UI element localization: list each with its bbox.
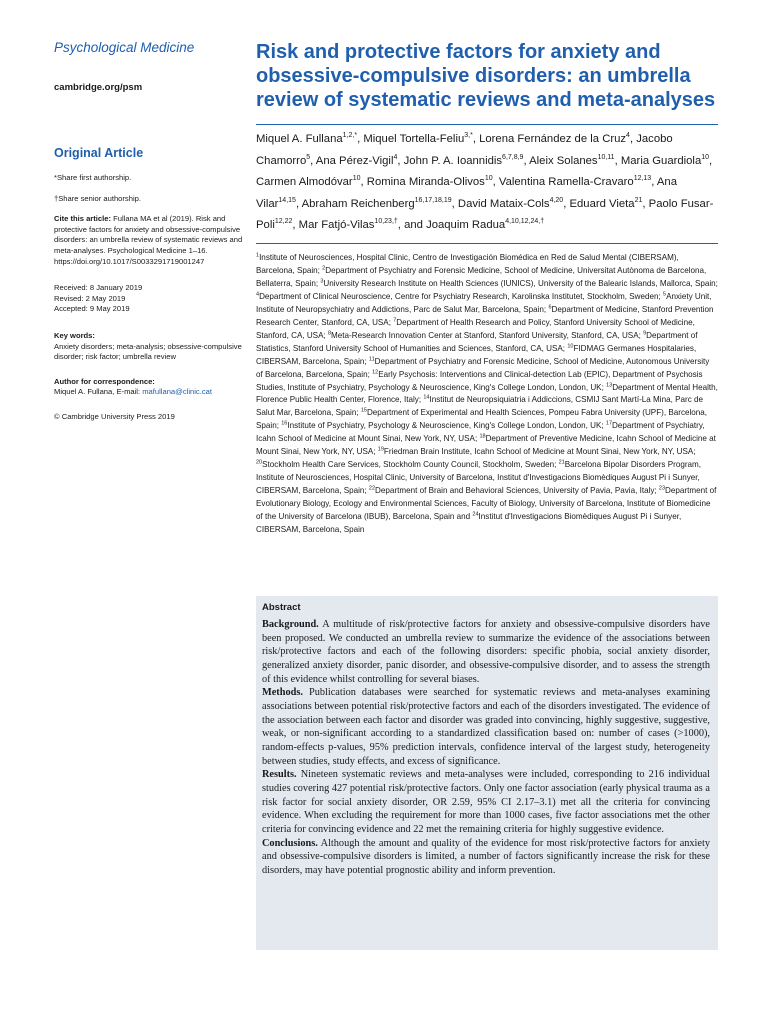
affiliation-number: 14 — [423, 394, 430, 401]
conclusions-label: Conclusions. — [262, 837, 318, 849]
affiliation-number: 17 — [605, 420, 613, 427]
cite-text: Fullana MA et al (2019). Risk and protective factors for anxiety and obsessive-compulsive disorders: an umbrella review of systematic reviews and meta-analyses. Psychological Medicine 1–16. https://doi.org/10.1017/S0033291719001247 — [54, 214, 243, 266]
affiliation-text: Department of Evolutionary Biology, Ecology and Environmental Sciences, Faculty of Biology, University of Barcelona, Institute of Biomedicine of the University of Barcelona (IBUB), Barcelona, Spain and — [256, 486, 717, 522]
author-affiliation-marks: 10 — [352, 175, 361, 183]
copyright: © Cambridge University Press 2019 — [54, 411, 175, 421]
affiliation-number: 10 — [567, 342, 574, 349]
author — [367, 176, 493, 188]
author — [621, 155, 709, 167]
abstract-background — [262, 618, 710, 686]
author-affiliation-marks: 16,17,18,19 — [414, 197, 452, 205]
author-affiliation-marks: 12,13 — [633, 175, 652, 183]
article-main — [256, 40, 718, 537]
affiliation-text: Department of Psychiatry and Forensic Medicine, School of Medicine, Autonomous University of Barcelona, Barcelona, Spain; — [256, 356, 710, 379]
affiliation-number: 8 — [327, 330, 332, 336]
affiliation-number: 2 — [322, 265, 326, 272]
affiliation-list — [256, 252, 718, 537]
revised-date: Revised: 2 May 2019 — [54, 293, 126, 303]
correspondence-text: Miquel A. Fullana, E-mail: — [54, 387, 143, 397]
correspondence-block — [54, 377, 244, 398]
author-name: John P. A. Ioannidis — [403, 154, 503, 167]
journal-website[interactable]: cambridge.org/psm — [54, 82, 143, 93]
author — [499, 176, 651, 188]
affiliation-text: Institut d'Investigacions Biomèdiques August Pi i Sunyer, CIBERSAM, Barcelona, Spain — [256, 512, 682, 534]
author-name: Joaquim Radua — [426, 219, 506, 232]
affiliation-number: 24 — [472, 511, 479, 518]
affiliation-number: 4 — [256, 291, 260, 298]
author-affiliation-marks: 3,* — [464, 132, 473, 140]
keywords-label: Key words: — [54, 330, 95, 340]
affiliation-number: 18 — [479, 433, 486, 440]
author-name: Eduard Vieta — [569, 197, 635, 210]
affiliation-text: Barcelona Bipolar Disorders Program, Institute of Neurosciences, Hospital Clinic, University of Barcelona, Institut d'Investigacions Biomèdiques August Pi i Sunyer, CIBERSAM, Barcelona, Spain; — [256, 460, 702, 496]
author — [316, 155, 398, 167]
author-affiliation-marks: 14,15 — [278, 197, 296, 205]
article-sidebar — [54, 40, 244, 433]
background-text: A multitude of risk/protective factors for anxiety and obsessive-compulsive disorders have been proposed. We conducted an umbrella review to summarize the evidence of the associations between risk/protective factors and each of the following disorders: specific phobia, social anxiety disorder, generalized anxiety disorder, panic disorder, and obsessive-compulsive disorder, and to assess the strength of this evidence whilst controlling for several biases. — [262, 619, 710, 685]
author-affiliation-marks: 1,2,* — [342, 132, 358, 140]
author-affiliation-marks: 6,7,8,9 — [502, 153, 524, 161]
affiliation-number: 22 — [368, 485, 376, 492]
author — [479, 133, 630, 145]
author — [404, 155, 524, 167]
keywords-block — [54, 331, 244, 363]
author-affiliation-marks: 21 — [634, 197, 643, 205]
note-share-senior: †Share senior authorship. — [54, 193, 141, 203]
affiliation-number: 16 — [281, 420, 288, 427]
author — [529, 155, 614, 167]
article-type: Original Article — [54, 146, 144, 160]
abstract-results — [262, 768, 710, 836]
author-affiliation-marks: 4 — [393, 153, 398, 161]
article-title: Risk and protective factors for anxiety and obsessive-compulsive disorders: an umbrella review of systematic reviews and meta-analyses — [256, 40, 718, 125]
author — [302, 198, 452, 210]
author — [426, 219, 544, 231]
author-name: Valentina Ramella-Cravaro — [498, 176, 634, 189]
abstract-methods — [262, 686, 710, 768]
author-name: Lorena Fernández de la Cruz — [479, 133, 627, 145]
affiliation-text: Department of Psychiatry, Icahn School of Medicine at Mount Sinai, New York, NY, USA; — [256, 421, 705, 444]
author-affiliation-marks: 10 — [484, 175, 493, 183]
affiliation-text: Friedman Brain Institute, Icahn School of Medicine at Mount Sinai, New York, NY, USA; — [383, 447, 696, 457]
author-affiliation-marks: 10 — [701, 153, 710, 161]
affiliation-text: University Research Institute on Health Sciences (IUNICS), University of the Balearic Islands, Mallorca, Spain; — [323, 278, 718, 288]
affiliation-number: 15 — [360, 407, 367, 414]
affiliation-text: Early Psychosis: Interventions and Clinical-detection Lab (EPIC), Department of Psychosis Studies, Institute of Psychiatry, Psychology & Neuroscience, King's College London, London, UK; — [256, 369, 703, 392]
affiliation-text: Department of Mental Health, Florence Public Health Center, Florence, Italy; — [256, 382, 718, 405]
author-name: Carmen Almodóvar — [256, 176, 353, 189]
author-name: Paolo Fusar-Poli — [256, 197, 714, 232]
abstract-conclusions — [262, 837, 710, 878]
affiliation-text: Anxiety Unit, Institute of Neuropsychiatry and Addictions, Parc de Salut Mar, Barcelona, Spain; — [256, 291, 712, 314]
affiliation-number: 13 — [606, 381, 613, 388]
author-name: Miquel A. Fullana — [256, 133, 343, 145]
affiliation-text: Institut de Neuropsiquiatria i Addiccions, CSMIJ Sant Martí-La Mina, Parc de Salut Mar, Barcelona, Spain; — [256, 395, 703, 418]
author-name: David Mataix-Cols — [457, 197, 550, 210]
affiliation-text: Stockholm Health Care Services, Stockholm County Council, Stockholm, Sweden; — [262, 460, 559, 470]
affiliation-number: 5 — [663, 291, 667, 298]
author-name: Miquel Tortella-Feliu — [363, 133, 465, 145]
results-label: Results. — [262, 769, 297, 781]
author-name: Jacobo Chamorro — [256, 133, 673, 167]
author — [256, 176, 361, 188]
dates-block — [54, 283, 244, 315]
affiliation-number: 12 — [372, 368, 379, 375]
author-name: Ana Vilar — [256, 176, 677, 210]
correspondence-label: Author for correspondence: — [54, 376, 155, 386]
correspondence-email-link[interactable]: mafullana@clinic.cat — [142, 387, 212, 397]
author-affiliation-marks: 10,23,† — [374, 218, 398, 226]
affiliation-text: Department of Psychiatry and Forensic Medicine, School of Medicine, Universitat Autònoma de Barcelona, Bellaterra, Spain; — [256, 265, 707, 288]
abstract-box — [256, 596, 718, 950]
affiliation-number: 20 — [256, 459, 263, 466]
methods-label: Methods. — [262, 687, 303, 699]
author-affiliation-marks: 4,10,12,24,† — [505, 218, 545, 226]
journal-name[interactable]: Psychological Medicine — [54, 40, 195, 55]
note-share-first: *Share first authorship. — [54, 173, 132, 182]
author — [569, 198, 642, 210]
affiliation-text: Institute of Neurosciences, Hospital Clinic, Centro de Investigación Biomédica en Red de Salud Mental (CIBERSAM), Barcelona, Spain; — [256, 252, 679, 275]
author — [256, 133, 357, 145]
affiliation-number: 19 — [377, 446, 384, 453]
author-name: Aleix Solanes — [529, 154, 598, 167]
abstract-heading: Abstract — [262, 602, 301, 613]
affiliation-number: 7 — [393, 317, 397, 324]
keywords-text: Anxiety disorders; meta-analysis; obsessive-compulsive disorder; risk factor; umbrella review — [54, 341, 242, 362]
affiliation-number: 1 — [256, 252, 260, 259]
author-affiliation-marks: 5 — [306, 153, 311, 161]
results-text: Nineteen systematic reviews and meta-analyses were included, corresponding to 216 individual studies covering 427 potential risk/protective factors. Only one factor association (early physical trauma as a risk factor for social anxiety disorder, OR 2.59, 95% CI 2.17–3.1) met all the criteria for convincing evidence. When excluding the requirement for more than 1000 cases, five factor associations met the other criteria for convincing evidence and 22 met the remaining criteria for highly suggestive evidence. — [262, 769, 710, 835]
affiliation-text: Institute of Psychiatry, Psychology & Neuroscience, King's College London, London, UK; — [287, 421, 606, 431]
author — [458, 198, 563, 210]
affiliation-text: Department of Medicine, Stanford Prevention Research Center, Stanford, CA, USA; — [256, 304, 714, 327]
accepted-date: Accepted: 9 May 2019 — [54, 304, 130, 314]
affiliation-number: 11 — [368, 355, 375, 362]
author-name: Mar Fatjó-Vilas — [298, 219, 375, 232]
received-date: Received: 8 January 2019 — [54, 283, 143, 293]
author — [299, 219, 398, 231]
citation-block — [54, 214, 244, 267]
affiliation-number: 9 — [643, 330, 647, 336]
affiliation-text: Department of Preventive Medicine, Icahn School of Medicine at Mount Sinai, New York, NY, USA; — [256, 434, 716, 457]
affiliation-text: Department of Brain and Behavioral Sciences, University of Pavia, Pavia, Italy; — [375, 486, 659, 496]
author-affiliation-marks: 10,11 — [597, 153, 615, 161]
affiliation-number: 6 — [548, 304, 552, 311]
affiliation-text: Department of Clinical Neuroscience, Centre for Psychiatry Research, Karolinska Institutet, Stockholm, Sweden; — [259, 291, 664, 301]
affiliation-text: Department of Experimental and Health Sciences, Pompeu Fabra University (UPF), Barcelona, Spain; — [256, 408, 708, 431]
cite-label: Cite this article: — [54, 214, 111, 224]
affiliation-number: 3 — [320, 278, 324, 285]
author-name: Ana Pérez-Vigil — [315, 154, 394, 167]
conclusions-text: Although the amount and quality of the evidence for most risk/protective factors for anxiety and obsessive-compulsive disorders is limited, a number of factors significantly increase the risk for these disorders, may have potential prognostic ability and inform prevention. — [262, 837, 711, 876]
author-list: Miquel A. Fullana$^{1,2,*}$, Miquel Tortella-Feliu$^{3,*}$, Lorena Fernández de la Cruz$^4$, Jacobo Chamorro$^5$, Ana Pérez-Vigil$^4$, John P. A. Ioannidis$^{6,7,8,9}$, Aleix Solanes$^{10,11}$, Maria Guardiola$^{10}$, Carmen Almodóvar$^{10}$, Romina Miranda-Olivos$^{10}$, Valentina Ramella-Cravaro$^{12,13}$, Ana Vilar$^{14,15}$, Abraham Reichenberg$^{16,17,18,19}$, David Mataix-Cols$^{4,20}$, Eduard Vieta$^{21}$, Paolo Fusar-Poli$^{12,22}$, Mar Fatjó-Vilas$^{10,23,\dagger}$, and Joaquim Radua$^{4,10,12,24,\dagger}$ — [256, 129, 718, 244]
author-name: Romina Miranda-Olivos — [366, 176, 485, 189]
author-name: Maria Guardiola — [620, 154, 702, 167]
affiliation-text: FIDMAG Germanes Hospitalaries, CIBERSAM, Barcelona, Spain; — [256, 343, 697, 366]
affiliation-number: 23 — [658, 485, 666, 492]
author-affiliation-marks: 4 — [626, 132, 630, 140]
methods-text: Publication databases were searched for systematic reviews and meta-analyses examining associations between potential risk/protective factors and each of the disorders investigated. The evidence of the association between each factor and disorder was graded into convincing, highly suggestive, suggestive, weak, or non-significant according to a standardized classification based on: number of cases (>1000), random-effects p-values, 95% prediction intervals, confidence interval of the largest study, heterogeneity between studies, study effects, and excess of significance. — [262, 687, 710, 767]
author-name: Abraham Reichenberg — [301, 197, 415, 210]
affiliation-text: Department of Health Research and Policy, Stanford University School of Medicine, Stanford, CA, USA; — [256, 317, 695, 340]
background-label: Background. — [262, 619, 319, 630]
affiliation-text: Meta-Research Innovation Center at Stanford, Stanford University, Stanford, CA, USA; — [331, 330, 644, 340]
author — [363, 133, 472, 145]
author-affiliation-marks: 12,22 — [274, 218, 293, 226]
affiliation-number: 21 — [558, 459, 565, 466]
affiliation-text: Department of Statistics, Stanford University School of Humanities and Sciences, Stanford, CA, USA; — [256, 330, 698, 353]
author-affiliation-marks: 4,20 — [549, 197, 564, 205]
